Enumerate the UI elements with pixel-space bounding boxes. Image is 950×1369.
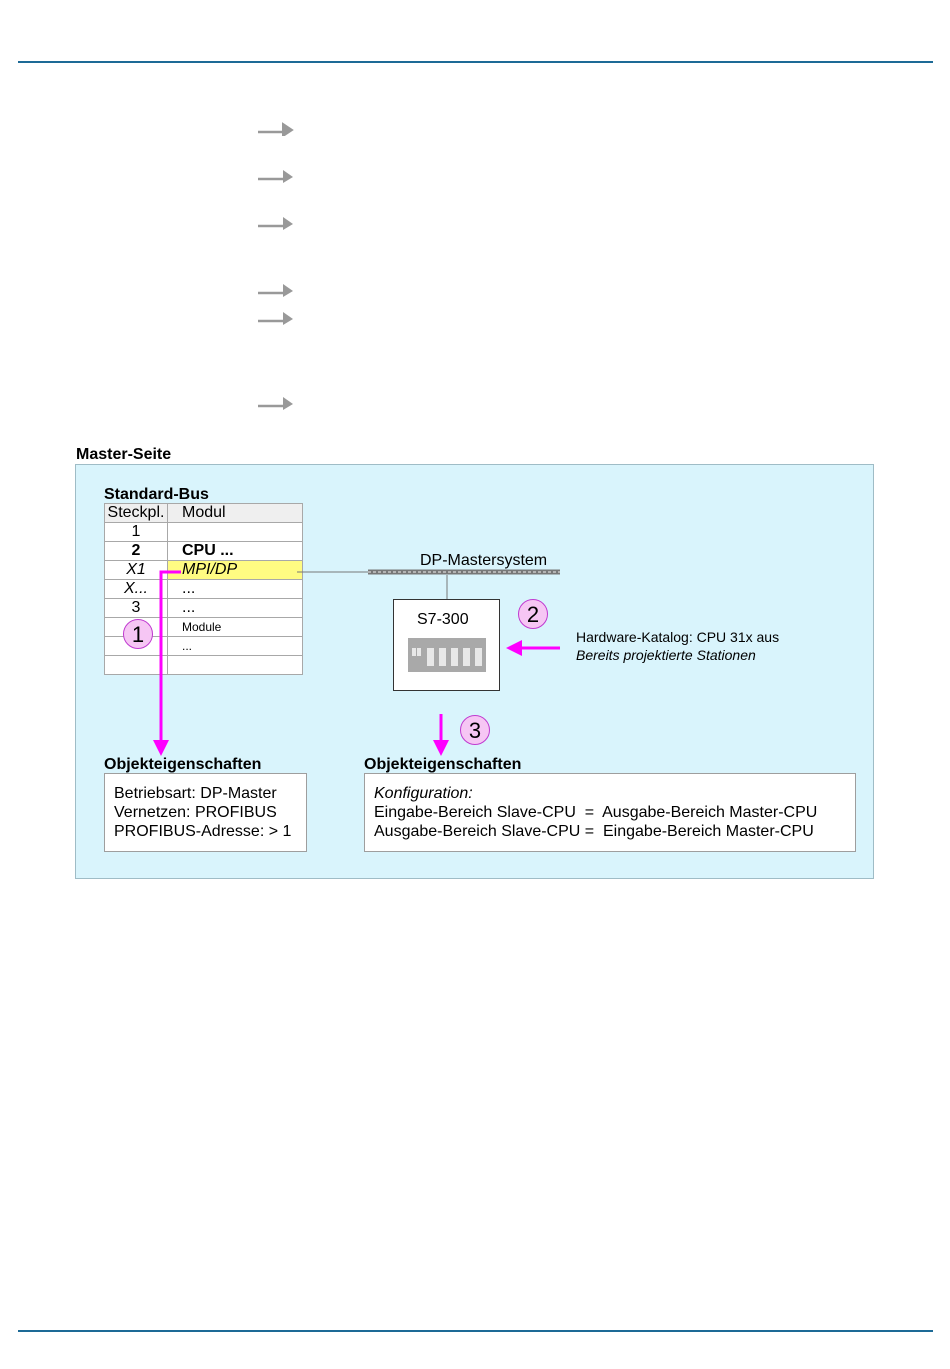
step-1-badge: 1 — [123, 619, 153, 649]
bus-title: Standard-Bus — [104, 486, 209, 503]
step1-arrow-head — [153, 740, 169, 756]
module-cell: ... — [168, 637, 303, 656]
props-right-heading: Konfiguration: — [374, 785, 473, 802]
catalog-line-1: Hardware-Katalog: CPU 31x aus — [576, 629, 780, 645]
module-cell: ... — [168, 599, 303, 618]
catalog-line-2: Bereits projektierte Stationen — [576, 647, 756, 663]
module-cell: MPI/DP — [168, 561, 303, 580]
slot-header: Steckpl. — [105, 504, 168, 523]
section-title: Master-Seite — [76, 446, 172, 463]
props-right-line: Eingabe-Bereich Slave-CPU = Ausgabe-Bereich Master-CPU — [374, 804, 818, 821]
step-3-badge: 3 — [460, 715, 490, 745]
step2-arrow-head — [506, 640, 522, 656]
station-label: S7-300 — [417, 611, 469, 628]
props-left-line: Betriebsart: DP-Master — [114, 785, 277, 802]
props-left-title: Objekteigenschaften — [104, 756, 262, 773]
slot-cell: 3 — [105, 599, 168, 618]
step3-arrow-head — [433, 740, 449, 756]
slot-cell: X1 — [105, 561, 168, 580]
props-left-line: PROFIBUS-Adresse: > 1 — [114, 823, 292, 840]
step1-arrow — [161, 572, 181, 742]
module-cell: CPU ... — [168, 542, 303, 561]
props-right-box — [364, 773, 856, 852]
props-right-title: Objekteigenschaften — [364, 756, 522, 773]
module-header: Modul — [168, 504, 303, 523]
s7-300-station — [393, 599, 500, 691]
props-left-box — [104, 773, 307, 852]
props-left-line: Vernetzen: PROFIBUS — [114, 804, 277, 821]
plc-rack-icon — [408, 638, 486, 672]
slot-cell: 1 — [105, 523, 168, 542]
slot-cell: X... — [105, 580, 168, 599]
module-cell: Module — [168, 618, 303, 637]
dp-mastersystem-label: DP-Mastersystem — [420, 552, 548, 569]
slot-cell: 2 — [105, 542, 168, 561]
module-cell: ... — [168, 580, 303, 599]
step-2-badge: 2 — [518, 599, 548, 629]
props-right-line: Ausgabe-Bereich Slave-CPU = Eingabe-Bereich Master-CPU — [374, 823, 814, 840]
